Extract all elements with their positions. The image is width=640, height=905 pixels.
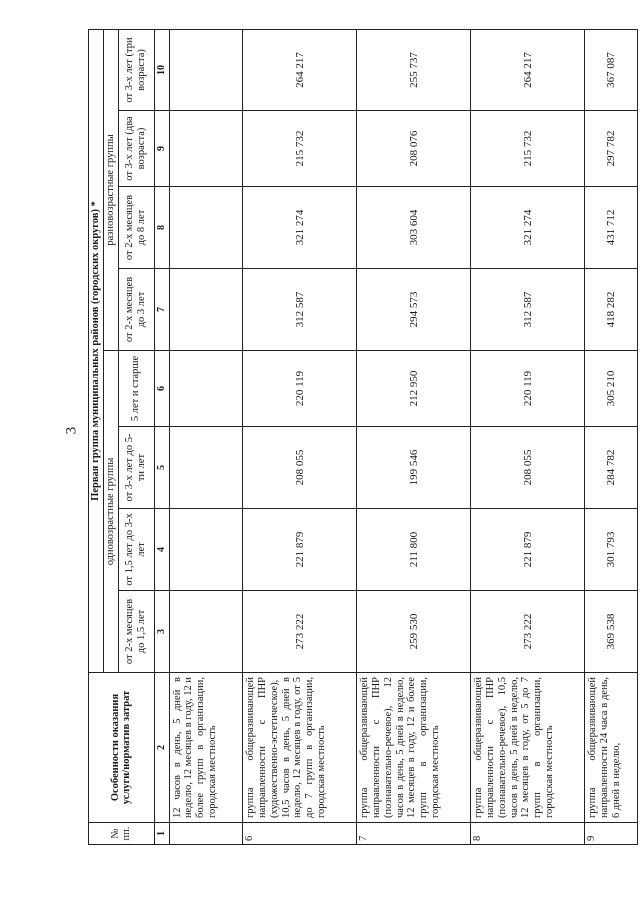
cost-cell <box>169 269 243 351</box>
cost-cell: 259 530 <box>357 591 471 673</box>
column-index: 7 <box>154 269 169 351</box>
cost-cell: 212 950 <box>357 351 471 427</box>
cost-cell: 273 222 <box>243 591 357 673</box>
cost-cell: 303 604 <box>357 187 471 269</box>
row-number: 8 <box>471 823 585 845</box>
cost-cell: 321 274 <box>471 187 585 269</box>
header-age-5: от 2-х месяцев до 3 лет <box>118 269 154 351</box>
row-number: 6 <box>243 823 357 845</box>
cost-cell: 294 573 <box>357 269 471 351</box>
column-index: 6 <box>154 351 169 427</box>
row-number <box>169 823 243 845</box>
row-description: группа общеразвивающей направленности с ПНР (художественно-эстетическое), 10,5 часов в день, 5 дней в неделю, 12 месяцев в году, от 5 до 7 групп в организации, городская местность <box>243 673 357 823</box>
table-row <box>357 29 471 844</box>
cost-cell: 312 587 <box>243 269 357 351</box>
header-age-7: от 3-х лет (два возраста) <box>118 111 154 187</box>
header-age-1: от 2-х месяцев до 1,5 лет <box>118 591 154 673</box>
cost-cell: 264 217 <box>243 29 357 110</box>
header-age-6: от 2-х месяцев до 8 лет <box>118 187 154 269</box>
row-description: группа общеразвивающей направленности с ПНР (познавательно-речевое), 12 часов в день, 5 дней в неделю, 12 месяцев в году, 12 и более групп в организации, городская местность <box>357 673 471 823</box>
cost-cell: 301 793 <box>585 509 638 591</box>
row-description: группа общеразвивающей направленности с ПНР (познавательно-речевое), 10,5 часов в день, 5 дней в неделю, 12 месяцев в году, от 5 до 7 групп в организации, городская местность <box>471 673 585 823</box>
cost-norms-table <box>88 29 638 845</box>
column-index: 1 <box>154 823 169 845</box>
header-age-3: от 3-х лет до 5-ти лет <box>118 427 154 509</box>
table-row <box>585 29 638 844</box>
cost-cell: 221 879 <box>243 509 357 591</box>
cost-cell <box>169 111 243 187</box>
cost-cell: 312 587 <box>471 269 585 351</box>
cost-cell: 367 087 <box>585 29 638 110</box>
header-number: № пп. <box>89 823 155 845</box>
column-index: 2 <box>154 673 169 823</box>
cost-cell: 264 217 <box>471 29 585 110</box>
table-row <box>243 29 357 844</box>
cost-cell: 208 055 <box>243 427 357 509</box>
header-group-title: Первая группа муниципальных районов (городских округов) * <box>89 29 104 672</box>
cost-cell: 215 732 <box>243 111 357 187</box>
cost-cell: 321 274 <box>243 187 357 269</box>
column-index: 4 <box>154 509 169 591</box>
cost-cell: 305 210 <box>585 351 638 427</box>
cost-cell <box>169 509 243 591</box>
header-multi-age: разновозрастные группы <box>103 29 118 350</box>
row-description: группа общеразвивающей направленности 24 часа в день, 6 дней в неделю, <box>585 673 638 823</box>
column-index: 9 <box>154 111 169 187</box>
cost-cell: 215 732 <box>471 111 585 187</box>
cost-cell: 284 782 <box>585 427 638 509</box>
row-description: 12 часов в день, 5 дней в неделю, 12 месяцев в году, 12 и более групп в организации, городская местность <box>169 673 243 823</box>
cost-cell <box>169 29 243 110</box>
cost-cell: 369 538 <box>585 591 638 673</box>
column-index-row <box>154 29 169 844</box>
cost-cell: 221 879 <box>471 509 585 591</box>
cost-cell <box>169 427 243 509</box>
header-single-age: одновозрастные группы <box>103 351 118 673</box>
row-number: 7 <box>357 823 471 845</box>
cost-cell: 208 076 <box>357 111 471 187</box>
cost-cell <box>169 591 243 673</box>
table-row <box>169 29 243 844</box>
cost-cell: 220 119 <box>243 351 357 427</box>
column-index: 5 <box>154 427 169 509</box>
cost-cell: 273 222 <box>471 591 585 673</box>
header-age-4: 5 лет и старше <box>118 351 154 427</box>
table-wrapper <box>88 30 638 845</box>
column-index: 3 <box>154 591 169 673</box>
header-age-2: от 1,5 лет до 3-х лет <box>118 509 154 591</box>
cost-cell: 418 282 <box>585 269 638 351</box>
cost-cell <box>169 187 243 269</box>
cost-cell: 255 737 <box>357 29 471 110</box>
header-age-8: от 3-х лет (три возраста) <box>118 29 154 110</box>
cost-cell: 199 546 <box>357 427 471 509</box>
cost-cell: 431 712 <box>585 187 638 269</box>
header-features: Особенности оказания услуги/норматив затрат <box>89 673 155 823</box>
cost-cell: 297 782 <box>585 111 638 187</box>
cost-cell: 211 800 <box>357 509 471 591</box>
column-index: 10 <box>154 29 169 110</box>
page-number: 3 <box>63 426 80 435</box>
cost-cell <box>169 351 243 427</box>
table-row <box>471 29 585 844</box>
cost-cell: 208 055 <box>471 427 585 509</box>
cost-cell: 220 119 <box>471 351 585 427</box>
column-index: 8 <box>154 187 169 269</box>
row-number: 9 <box>585 823 638 845</box>
